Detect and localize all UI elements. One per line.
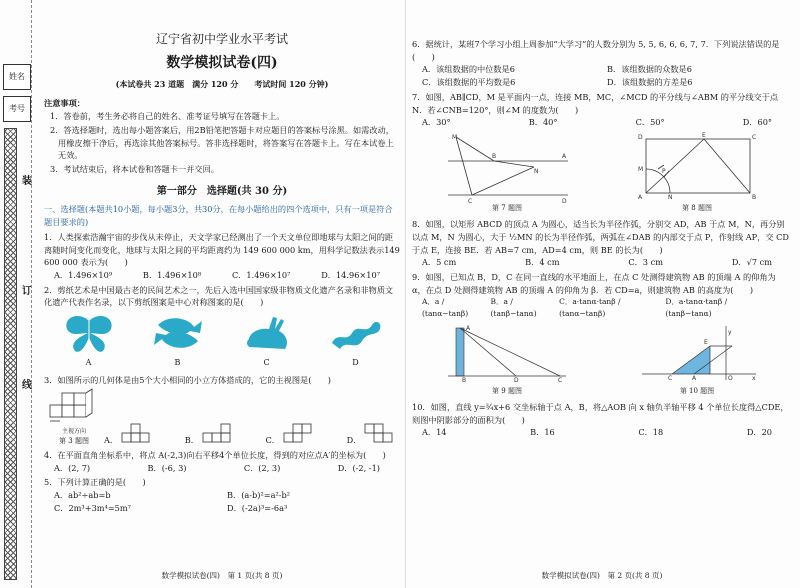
- option-c: C．18: [638, 427, 664, 438]
- option-b: B．a / (tanβ−tanα): [490, 297, 537, 318]
- option-d: D．(-2, -1): [337, 462, 380, 473]
- svg-text:D: D: [638, 133, 643, 141]
- option-label: D．: [346, 435, 362, 446]
- svg-text:C: C: [468, 197, 473, 205]
- bind-char-2: 订: [22, 286, 32, 297]
- exam-title: 辽宁省初中学业水平考试: [155, 32, 288, 46]
- question-10: [412, 401, 792, 439]
- options: [44, 462, 400, 475]
- svg-text:C: C: [668, 374, 673, 382]
- dragon-papercut-icon: [328, 313, 384, 353]
- svg-text:E: E: [704, 338, 708, 346]
- option-d: D．20: [746, 427, 772, 438]
- figure-7-diagram: [442, 133, 572, 205]
- option-b: B．40°: [528, 117, 558, 128]
- figure-caption: 第 9 题图: [492, 387, 522, 396]
- svg-text:D: D: [562, 197, 567, 205]
- options: [412, 296, 792, 319]
- svg-text:B: B: [492, 152, 497, 160]
- question-9: [412, 271, 792, 320]
- binding-hatch: [4, 128, 17, 580]
- option-d: [328, 313, 384, 370]
- q3-figures: [44, 387, 400, 448]
- figures-7-8: [412, 133, 792, 214]
- front-view-a-icon: [121, 423, 157, 443]
- option-d: D．14.96×10⁷: [321, 269, 380, 280]
- svg-text:P: P: [662, 167, 666, 175]
- option-b: B．该组数据的众数是6: [607, 64, 692, 75]
- options: [412, 116, 792, 129]
- figure-8: [632, 133, 762, 214]
- option-b: B．1.496×10⁸: [142, 269, 202, 280]
- figure-9: [442, 324, 572, 397]
- bind-char-1: 装: [22, 176, 32, 187]
- option-a: A．(2, 7): [54, 462, 91, 473]
- binding-strip: [0, 0, 40, 588]
- options: [44, 489, 400, 514]
- option-d: D．(-2a)³=-6a³: [227, 502, 288, 513]
- cube-solid-icon: [46, 387, 102, 423]
- option-a: [104, 423, 157, 447]
- option-c: C．3 cm: [628, 257, 663, 268]
- option-c: [239, 313, 295, 370]
- svg-text:N: N: [534, 167, 539, 175]
- notice: [44, 97, 400, 176]
- q3-solid: [44, 387, 104, 448]
- option-d: D．√7 cm: [731, 257, 772, 268]
- question-2: [44, 284, 400, 370]
- svg-text:M: M: [638, 165, 644, 173]
- options: [44, 269, 400, 282]
- left-column: [44, 0, 400, 588]
- question-stem: 7．如图，AB∥CD，M 是平面内一点，连接 MB，MC，∠MCD 的平分线与∠ABM 的平分线交于点 N．若∠CNB=120°，则∠M 的度数为( ): [412, 91, 779, 115]
- option-a: A．5 cm: [422, 257, 457, 268]
- figure-8-diagram: [632, 133, 762, 199]
- option-a: A．该组数据的中位数是6: [422, 64, 515, 75]
- question-stem: 1．人类探索浩瀚宇宙的步伐从未停止，天文学家已经测出了一个天文单位即地球与太阳之间的距离随时间变化而变化，地球与太阳之间的平均距离约为 149 600 000 km，用科学记数法表示149 600 000 表示为( ): [44, 231, 400, 268]
- svg-text:C: C: [752, 133, 757, 141]
- name-box: [3, 64, 31, 90]
- option-c: C．该组数据的平均数是6: [422, 77, 516, 88]
- option-c: C．2m³+3m⁴=5m⁷: [54, 502, 131, 513]
- option-label: C: [263, 358, 270, 368]
- question-stem: 2．剪纸艺术是中国最古老的民间艺术之一，先后入选中国国家级非物质文化遗产名录和非物质文化遗产代表作名录，以下剪纸图案是中心对称图案的是( ): [44, 284, 394, 308]
- part-title: 第一部分 选择题(共 30 分): [156, 185, 288, 197]
- svg-text:A: A: [562, 152, 567, 160]
- option-b: [150, 313, 206, 370]
- option-a: A．a / (tanα−tanβ): [422, 297, 469, 318]
- options: [412, 63, 792, 88]
- front-view-label: 主视方向: [61, 427, 86, 435]
- option-c: C．a·tanα·tanβ / (tanα−tanβ): [559, 297, 621, 318]
- svg-text:O: O: [728, 374, 733, 382]
- options: [104, 423, 400, 447]
- notice-item: 1．答卷前，考生务必将自己的姓名、准考证号填写在答题卡上。: [50, 111, 285, 122]
- svg-text:x: x: [752, 374, 756, 382]
- front-view-d-icon: [364, 423, 400, 443]
- question-3: [44, 374, 400, 447]
- option-a: A．1.496×10⁹: [54, 269, 113, 280]
- figure-caption: 第 3 题图: [59, 437, 89, 446]
- question-8: [412, 218, 792, 269]
- notice-item: 2．答选择题时，选出每小题答案后，用2B铅笔把答题卡对应题目的答案标号涂黑。如需改动，用橡皮擦干净后，再选涂其他答案标号。答非选择题时，将答案写在答题卡上。写在本试卷上无效。: [50, 125, 394, 161]
- question-stem: 9．如图，已知点 B，D，C 在同一直线的水平地面上，在点 C 处测得建筑物 AB 的顶端 A 的仰角为 α，在点 D 处测得建筑物 AB 的顶端 A 的仰角为 β．若 CD=a，则建筑物 AB 的高度为( ): [412, 271, 776, 295]
- svg-text:A: A: [466, 324, 471, 332]
- exam-subtitle: 数学模拟试卷(四): [166, 54, 278, 71]
- front-view-b-icon: [202, 423, 238, 443]
- option-a: [61, 313, 117, 370]
- figures-9-10: [412, 324, 792, 397]
- svg-text:A: A: [692, 374, 697, 382]
- option-c: C．50°: [635, 117, 665, 128]
- svg-text:E: E: [702, 131, 706, 139]
- notice-item: 3．考试结束后，将本试卷和答题卡一并交回。: [50, 164, 219, 175]
- figure-10-diagram: [632, 324, 762, 382]
- page-footer-left: 数学模拟试卷(四) 第 1 页(共 8 页): [161, 571, 283, 581]
- svg-text:D: D: [514, 376, 519, 384]
- option-label: A．: [104, 435, 119, 446]
- question-7: [412, 91, 792, 129]
- exam-no-label: 考号: [9, 104, 25, 113]
- option-d: D．a·tanα·tanβ / (tanβ−tanα): [665, 297, 728, 318]
- figure-caption: 第 8 题图: [682, 204, 712, 213]
- svg-text:N: N: [668, 193, 673, 201]
- option-b: B．(-6, 3): [147, 462, 187, 473]
- fish-papercut-icon: [150, 313, 206, 353]
- figure-10: [632, 324, 762, 397]
- option-b: B．4 cm: [525, 257, 560, 268]
- paper-cut-row: [44, 313, 400, 370]
- section-heading: 一、选择题(本题共10小题，每小题3分，共30分，在每小题给出的四个选项中，只有一项是符合题目要求的): [44, 204, 393, 228]
- option-label: B．: [184, 435, 199, 446]
- svg-text:B: B: [752, 193, 757, 201]
- name-label: 姓名: [9, 72, 25, 81]
- rabbit-papercut-icon: [239, 313, 295, 353]
- question-5: [44, 476, 400, 514]
- question-stem: 4．在平面直角坐标系中，将点 A(-2,3)向右平移4个单位长度，得到的对应点A′的坐标为( ): [44, 450, 386, 461]
- option-label: A: [85, 358, 92, 368]
- bind-char-3: 线: [22, 380, 32, 391]
- question-4: [44, 449, 400, 474]
- question-stem: 5．下列计算正确的是( ): [44, 477, 146, 488]
- front-view-c-icon: [283, 423, 319, 443]
- svg-text:B: B: [462, 376, 467, 384]
- svg-text:A: A: [638, 193, 643, 201]
- binding-dash-line: [31, 0, 32, 588]
- svg-text:C: C: [558, 376, 563, 384]
- option-label: C．: [265, 435, 280, 446]
- exam-info: (本试卷共 23 道题 满分 120 分 考试时间 120 分钟): [115, 79, 329, 90]
- option-d: [347, 423, 400, 447]
- option-a: A．14: [422, 427, 447, 438]
- page-footer-right: 数学模拟试卷(四) 第 2 页(共 8 页): [541, 571, 663, 581]
- figure-7: [442, 133, 572, 214]
- option-b: B．16: [530, 427, 555, 438]
- question-stem: 8．如图，以矩形 ABCD 的顶点 A 为圆心，适当长为半径作弧，分别交 AD，AB 于点 M，N，再分别以点 M，N 为圆心，大于 ½MN 的长为半径作弧，两弧在∠DAB 的内部交于点 P，作射线 AP，交 CD 于点 E，连接 BE．若 AB=7 cm，AD=4 cm，则 BE 的长为( ): [412, 219, 789, 255]
- option-a: A．ab²÷ab=b: [54, 490, 111, 501]
- options: [412, 426, 792, 439]
- column-divider: [405, 0, 406, 588]
- option-c: C．1.496×10⁷: [231, 269, 291, 280]
- option-d: D．该组数据的方差是6: [607, 77, 693, 88]
- right-column: [412, 0, 792, 588]
- option-label: D: [352, 358, 359, 368]
- option-label: B: [174, 358, 181, 368]
- notice-heading: 注意事项：: [44, 97, 85, 108]
- options: [412, 256, 792, 269]
- option-b: [185, 423, 238, 447]
- option-d: D．60°: [742, 117, 772, 128]
- figure-caption: 第 10 题图: [679, 387, 715, 396]
- svg-text:M: M: [452, 133, 458, 141]
- exam-no-box: [3, 96, 31, 122]
- option-c: [266, 423, 319, 447]
- svg-text:y: y: [728, 328, 732, 336]
- option-b: B．(a-b)²=a²-b²: [227, 490, 291, 501]
- figure-9-diagram: [442, 324, 572, 382]
- question-stem: 3．如图所示的几何体是由5个大小相同的小立方体搭成的，它的主视图是( ): [44, 374, 331, 385]
- option-a: A．30°: [422, 117, 451, 128]
- butterfly-papercut-icon: [61, 313, 117, 353]
- question-stem: 10．如图，直线 y=¾x+6 交坐标轴于点 A，B，将△AOB 向 x 轴负半轴平移 4 个单位长度得△CDE，则图中阴影部分的面积为( ): [412, 401, 789, 425]
- question-6: [412, 38, 792, 89]
- question-stem: 6．据统计，某班7个学习小组上周参加“大学习”的人数分别为 5, 5, 6, 6, 6, 7, 7．下列说法错误的是( ): [412, 39, 780, 62]
- figure-caption: 第 7 题图: [492, 204, 522, 213]
- option-c: C．(2, 3): [243, 462, 281, 473]
- question-1: [44, 231, 400, 282]
